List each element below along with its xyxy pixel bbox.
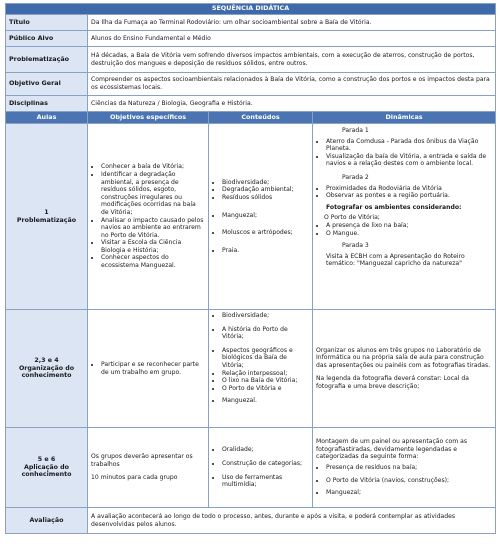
disciplinas-label: Disciplinas [6,96,88,112]
objetivos-cell-2 [88,310,209,428]
problem-row [6,47,496,73]
list-item: • Presença de resíduos na baía; [326,464,492,472]
aula-number: 2,3 e 4 [34,357,59,365]
objetivos-cell-1 [88,124,209,310]
aula-number: 1 [44,208,49,216]
disciplinas-value: Ciências da Natureza / Biologia, Geografia e História. [88,96,496,112]
avaliacao-label: Avaliação [6,508,88,534]
dinamicas-cell-1 [313,124,496,310]
list-item: • Relação interpessoal; [222,370,309,378]
objetivos-list [91,361,205,376]
objetivos-paragraph: Os grupos deverão apresentar os trabalhos [91,453,193,468]
parada-2-list [316,185,492,200]
foto-item: O Porto de Vitória; [324,214,380,222]
list-item: • Uso de ferramentas multimídia; [222,474,309,489]
objetivos-list [91,163,205,269]
list-item: • Moluscos e artrópodes; [222,229,309,237]
lesson-row-2 [6,310,496,428]
list-item: • Identificar a degradação ambiental, a presença de resíduos sólidos, esgoto, construções irregulares ou modificações ocorridas na baía de Vitória; [101,171,205,217]
dinamicas-cell-2 [313,310,496,428]
aula-cell-3 [6,428,88,508]
list-item: • Biodiversidade; [222,312,309,320]
objective-row [6,73,496,96]
list-item: • Praia. [222,247,309,255]
col-aulas: Aulas [6,112,88,124]
problem-label: Problematização [6,47,88,73]
avaliacao-value: A avaliação acontecerá ao longo de todo o processo, antes, durante e após a visita, e poderá contemplar as atividades desenvolvidas pelos alunos. [88,508,496,534]
list-item: • O lixo na Baía de Vitória; [222,377,309,385]
list-item: • Biodiversidade; [222,179,309,187]
dinamicas-paragraph: Montagem de um painel ou apresentação com as fotografiastiradas, devidamente legendadas e categorizadas da seguinte forma: [316,438,468,461]
list-item: • Oralidade; [222,446,309,454]
list-item: • Visualização da baía de Vitória, a entrada e saída de navios e a relação destes com o ambiente local. [326,153,492,168]
didactic-sequence-document [5,3,495,556]
didactic-sequence-table [5,3,496,534]
list-item: • A presença de lixo na baía; [326,222,492,230]
parada-2-title: Parada 2 [342,173,369,181]
list-item: • A história do Porto de Vitória; [222,326,309,341]
parada-1-title: Parada 1 [342,127,369,134]
aula-name: Organização do conhecimento [18,364,75,380]
list-item: • Manguezal; [326,489,492,497]
aula-name: Aplicação do conhecimento [21,463,72,479]
dinamicas-paragraph: Organizar os alunos em três grupos no Laboratório de Informática ou na própria sala de aula para construção das apresentações ou painéis com as fotografias tiradas. [316,346,491,369]
evaluation-row [6,508,496,534]
list-item: • Resíduos sólidos [222,194,309,202]
conteudos-list [212,179,309,255]
conteudos-cell-2 [209,310,313,428]
audience-row [6,31,496,47]
parada-3-title: Parada 3 [342,242,369,250]
titulo-value: Da Ilha da Fumaça ao Terminal Rodoviário: um olhar socioambiental sobre a Baía de Vitória. [88,15,496,31]
col-objetivos: Objetivos específicos [88,112,209,124]
titulo-label: Título [6,15,88,31]
aula-name: Problematização [16,216,77,224]
fotografar-title: Fotografar os ambientes considerando: [326,203,462,211]
list-item: • O Mangue. [326,230,492,238]
objetivos-paragraph: 10 minutos para cada grupo [91,474,178,482]
column-header-row [6,112,496,124]
list-item: • Conhecer aspectos do ecossistema Manguezal. [101,254,205,269]
problem-value: Há décadas, a Baía de Vitória vem sofrendo diversos impactos ambientais, com a execução de aterros, construção de portos, destruição dos mangues e deposição de resíduos sólidos, entre outros. [88,47,496,73]
list-item: • Aterro da Comdusa - Parada dos ônibus da Viação Planeta. [326,138,492,153]
foto-list [316,222,492,237]
conteudos-cell-1 [209,124,313,310]
dinamicas-list [316,464,492,497]
dinamicas-cell-3 [313,428,496,508]
aula-number: 5 e 6 [37,456,56,464]
table-title: SEQUÊNCIA DIDÁTICA [6,4,496,15]
list-item: • Analisar o impacto causado pelos navios ao ambiente ao entrarem no Porto de Vitória. [101,217,205,240]
list-item: • Aspectos geográficos e biológicos da Baía de Vitória; [222,347,309,370]
list-item: • Manguezal. [222,397,309,405]
parada-1-list [316,138,492,168]
list-item: • Conhecer a baía de Vitória; [101,163,205,171]
conteudos-cell-3 [209,428,313,508]
objetivos-cell-3 [88,428,209,508]
objetivo-value: Compreender os aspectos socioambientais relacionados à Baía de Vitória, como a construção dos portos e os impactos desta para os ecossistemas locais. [88,73,496,96]
conteudos-list [212,446,309,488]
parada-3-text: Visita à ECBH com a Apresentação do Roteiro temático: "Manguezal capricho da natureza" [326,252,465,268]
table-header-row [6,4,496,15]
aula-cell-2 [6,310,88,428]
list-item: • Proximidades da Rodoviária de Vitória [326,185,492,193]
lesson-row-3 [6,428,496,508]
col-conteudos: Conteúdos [209,112,313,124]
list-item: • Visitar a Escola da Ciência Biologia e História; [101,239,205,254]
lesson-row-1 [6,124,496,310]
conteudos-list [212,312,309,405]
aula-cell-1 [6,124,88,310]
objetivo-label: Objetivo Geral [6,73,88,96]
title-row [6,15,496,31]
publico-value: Alunos do Ensino Fundamental e Médio [88,31,496,47]
disciplines-row [6,96,496,112]
dinamicas-paragraph: Na legenda da fotografia deverá constar: Local da fotografia e uma breve descrição; [316,375,469,390]
publico-label: Público Alvo [6,31,88,47]
list-item: • O Porto de Vitória (navios, construções); [326,477,492,485]
list-item: • Construção de categorias; [222,460,309,468]
list-item: • Manguezal; [222,212,309,220]
list-item: • O Porto de Vitória e [222,385,309,393]
list-item: • Degradação ambiental; [222,186,309,194]
col-dinamicas: Dinâmicas [313,112,496,124]
list-item: • Observar as pontes e a região portuária. [326,192,492,200]
list-item: • Participar e se reconhecer parte de um trabalho em grupo. [101,361,205,376]
